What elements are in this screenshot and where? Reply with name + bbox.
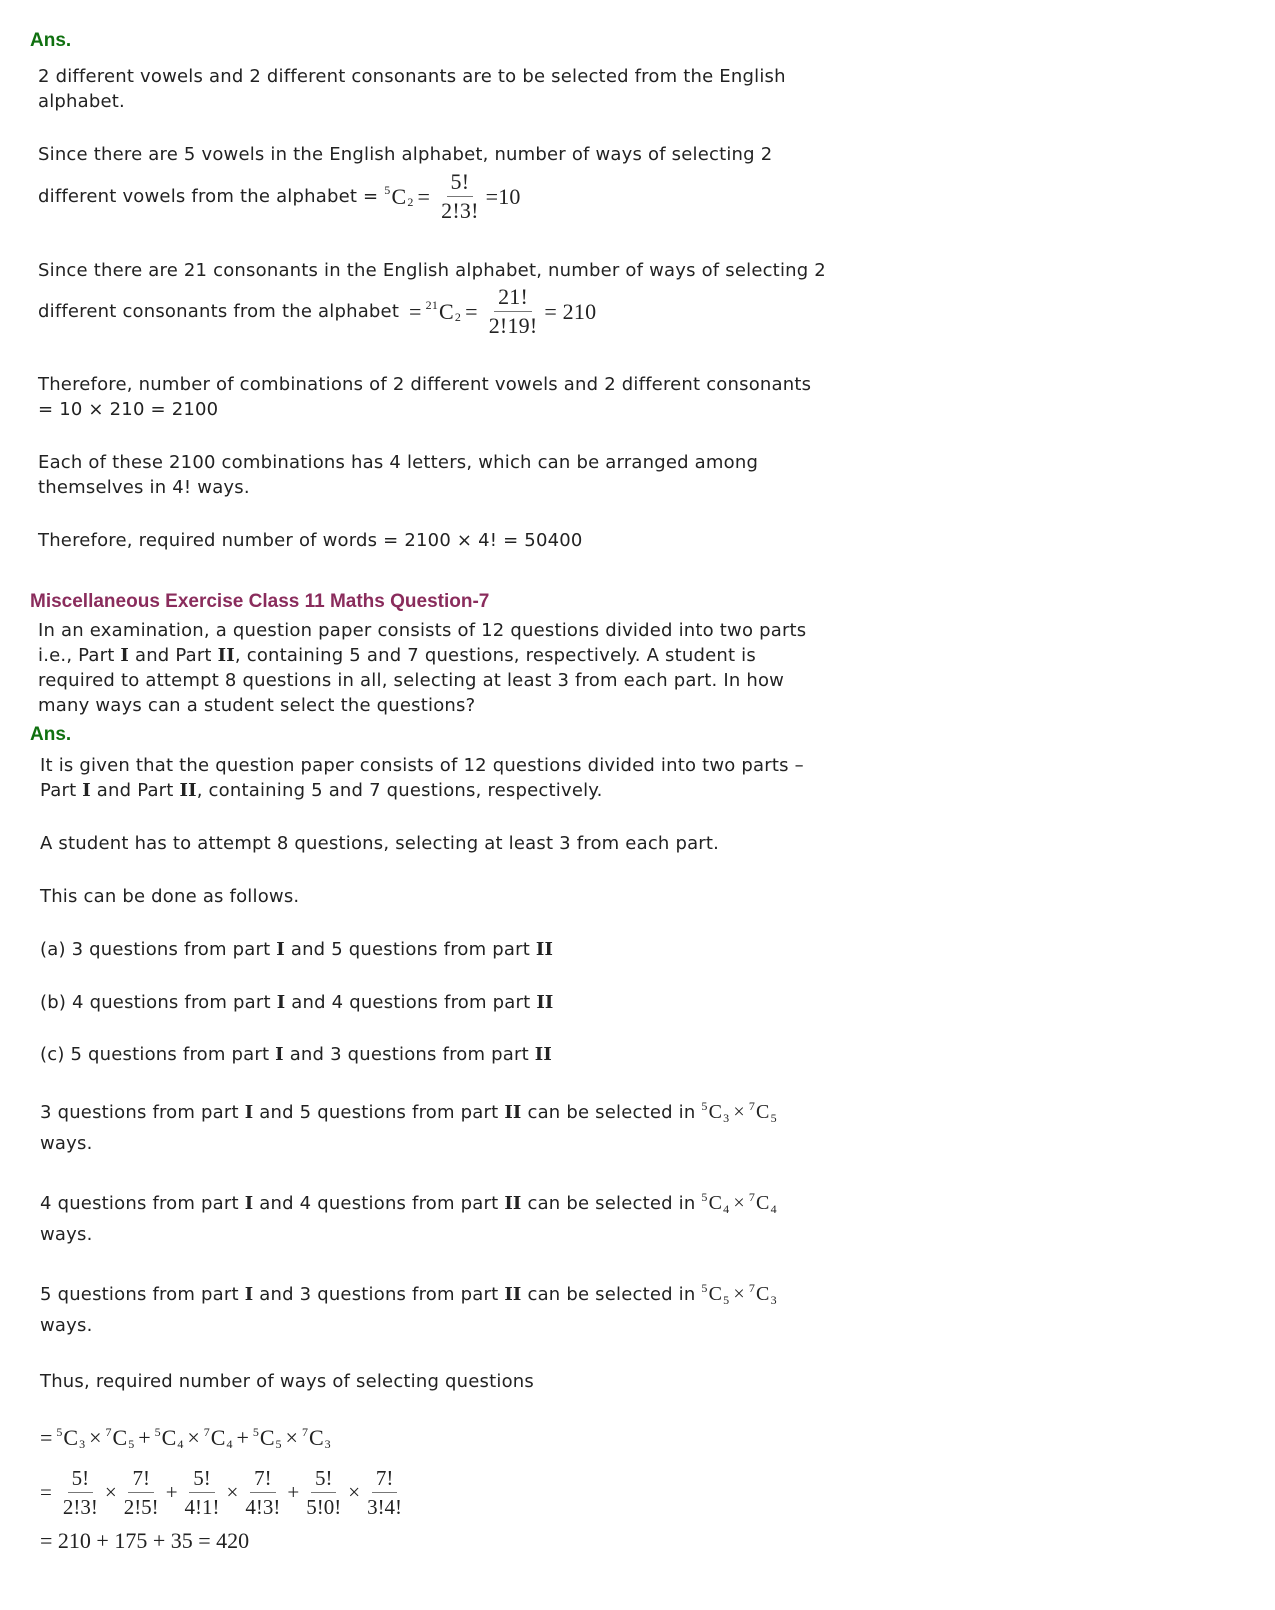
- equals: =: [417, 184, 431, 209]
- combination-formula: [405, 283, 596, 340]
- c-symbol: C: [63, 1425, 79, 1450]
- times: ×: [285, 1425, 298, 1450]
- fraction: [241, 1464, 284, 1521]
- superscript: 5: [701, 1280, 708, 1295]
- roman-numeral: II: [504, 1101, 522, 1123]
- denominator: 5!0!: [306, 1495, 342, 1519]
- plus: +: [138, 1425, 151, 1450]
- text: , containing 5 and 7 questions, respectively. A student is: [234, 645, 756, 666]
- text-line: [38, 643, 806, 668]
- text: (c) 5 questions from part: [40, 1044, 276, 1065]
- times: ×: [226, 1480, 239, 1504]
- denominator: 4!3!: [245, 1495, 281, 1519]
- subscript: 5: [723, 1292, 730, 1307]
- roman-numeral: I: [244, 1283, 254, 1305]
- numerator: 7!: [128, 1464, 154, 1493]
- text-line: ways.: [40, 1224, 93, 1245]
- denominator: 2!19!: [488, 313, 538, 338]
- times: ×: [89, 1425, 102, 1450]
- case-item: [40, 990, 554, 1015]
- c-symbol: C: [708, 1282, 723, 1305]
- denominator: 2!3!: [62, 1495, 98, 1519]
- c-symbol: C: [112, 1425, 128, 1450]
- times: ×: [733, 1100, 745, 1123]
- c-symbol: C: [708, 1100, 723, 1123]
- roman-numeral: II: [534, 1044, 553, 1065]
- numerator: 5!: [311, 1464, 337, 1493]
- text: 4 questions from part: [40, 1192, 245, 1214]
- superscript: 5: [252, 1424, 259, 1439]
- text: Part: [40, 780, 83, 801]
- paragraph: [38, 372, 811, 422]
- paragraph: [38, 64, 786, 114]
- fraction: [485, 283, 542, 340]
- superscript: 5: [701, 1098, 708, 1113]
- paragraph: A student has to attempt 8 questions, selecting at least 3 from each part.: [40, 833, 720, 854]
- subscript: 5: [275, 1436, 282, 1451]
- answer-label: Ans.: [30, 724, 72, 745]
- paragraph: [40, 753, 804, 803]
- paragraph: Thus, required number of ways of selecting questions: [40, 1371, 534, 1392]
- roman-numeral: I: [275, 1044, 284, 1065]
- subscript: 5: [128, 1436, 135, 1451]
- roman-numeral: II: [504, 1283, 522, 1305]
- superscript: 21: [425, 298, 439, 312]
- equals: =: [409, 299, 422, 324]
- times: ×: [348, 1480, 361, 1504]
- times: ×: [187, 1425, 200, 1450]
- superscript: 7: [748, 1098, 756, 1113]
- text-line: Since there are 21 consonants in the English alphabet, number of ways of selecting 2: [38, 260, 826, 281]
- c-symbol: C: [756, 1282, 770, 1305]
- subscript: 4: [770, 1201, 777, 1216]
- text-line: [40, 1279, 777, 1309]
- question-text: [38, 618, 806, 718]
- plus: +: [165, 1480, 178, 1504]
- combination-product: [701, 1282, 776, 1307]
- paragraph: This can be done as follows.: [40, 886, 300, 907]
- case-item: [40, 937, 553, 962]
- c-symbol: C: [161, 1425, 177, 1450]
- text: 3 questions from part: [40, 1101, 245, 1123]
- roman-numeral: II: [535, 939, 554, 960]
- numerator: 21!: [494, 283, 532, 312]
- text: , containing 5 and 7 questions, respectively.: [196, 780, 603, 801]
- numerator: 7!: [372, 1464, 398, 1493]
- fraction: [59, 1464, 102, 1521]
- denominator: 3!4!: [367, 1495, 403, 1519]
- formula-line: [38, 283, 596, 340]
- subscript: 2: [407, 195, 414, 209]
- selection-paragraph: [40, 1279, 777, 1338]
- fraction: [181, 1464, 224, 1521]
- superscript: 7: [748, 1189, 756, 1204]
- numerator: 5!: [447, 168, 474, 197]
- numerator: 5!: [68, 1464, 94, 1493]
- roman-numeral: I: [120, 645, 130, 666]
- subscript: 4: [226, 1436, 233, 1451]
- numerator: 7!: [250, 1464, 276, 1493]
- text-line: ways.: [40, 1315, 93, 1336]
- paragraph: [38, 528, 583, 553]
- combination-product: [701, 1191, 776, 1216]
- roman-numeral: II: [536, 992, 554, 1013]
- text-line: [40, 1097, 777, 1127]
- c-symbol: C: [210, 1425, 226, 1450]
- paragraph: [38, 142, 772, 167]
- superscript: 7: [301, 1424, 308, 1439]
- roman-numeral: II: [217, 645, 235, 666]
- c-symbol: C: [259, 1425, 275, 1450]
- combination-product: [701, 1100, 776, 1125]
- numerator: 5!: [189, 1464, 215, 1493]
- superscript: 7: [105, 1424, 112, 1439]
- text-line: In an examination, a question paper consists of 12 questions divided into two parts: [38, 620, 807, 641]
- times: ×: [733, 1282, 745, 1305]
- text: 5 questions from part: [40, 1283, 245, 1305]
- text-line: alphabet.: [38, 91, 125, 112]
- times: ×: [104, 1480, 117, 1504]
- superscript: 7: [203, 1424, 210, 1439]
- text-line: different vowels from the alphabet =: [38, 186, 385, 207]
- text: and Part: [129, 645, 218, 666]
- fraction-expression: [40, 1464, 409, 1521]
- text-line: Therefore, number of combinations of 2 different vowels and 2 different consonants: [38, 374, 812, 395]
- text-line: ways.: [40, 1133, 93, 1154]
- denominator: 4!1!: [184, 1495, 220, 1519]
- text-line: Since there are 5 vowels in the English alphabet, number of ways of selecting 2: [38, 144, 773, 165]
- result: = 210: [544, 299, 597, 324]
- text: and 4 questions from part: [253, 1192, 505, 1214]
- subscript: 4: [723, 1201, 730, 1216]
- equals: =: [40, 1480, 52, 1504]
- c-symbol: C: [391, 184, 407, 209]
- roman-numeral: II: [179, 780, 197, 801]
- text-line: [40, 778, 804, 803]
- text: (b) 4 questions from part: [40, 992, 277, 1013]
- roman-numeral: I: [244, 1192, 254, 1214]
- subscript: 5: [770, 1110, 777, 1125]
- subscript: 3: [770, 1292, 777, 1307]
- superscript: 7: [748, 1280, 756, 1295]
- question-heading: Miscellaneous Exercise Class 11 Maths Question-7: [30, 591, 490, 612]
- text: i.e., Part: [38, 645, 121, 666]
- superscript: 5: [701, 1189, 708, 1204]
- roman-numeral: I: [244, 1101, 254, 1123]
- times: ×: [733, 1191, 745, 1214]
- c-symbol: C: [308, 1425, 324, 1450]
- text: and 5 questions from part: [253, 1101, 505, 1123]
- text: can be selected in: [521, 1192, 702, 1214]
- plus: +: [236, 1425, 249, 1450]
- superscript: 5: [56, 1424, 63, 1439]
- fraction: [120, 1464, 163, 1521]
- selection-paragraph: [40, 1188, 777, 1247]
- combination-formula: [384, 168, 520, 225]
- subscript: 3: [79, 1436, 86, 1451]
- fraction: [302, 1464, 345, 1521]
- equals: =: [40, 1425, 53, 1450]
- fraction: [363, 1464, 406, 1521]
- text-line: Therefore, required number of words = 2100 × 4! = 50400: [38, 530, 583, 551]
- equals: =: [465, 299, 478, 324]
- text-line: themselves in 4! ways.: [38, 477, 250, 498]
- final-result: = 210 + 175 + 35 = 420: [40, 1528, 250, 1553]
- superscript: 5: [154, 1424, 161, 1439]
- text: and 3 questions from part: [283, 1044, 535, 1065]
- formula-line: [38, 168, 521, 225]
- text-line: [40, 1188, 777, 1218]
- subscript: 3: [723, 1110, 730, 1125]
- denominator: 2!5!: [123, 1495, 159, 1519]
- text: can be selected in: [521, 1283, 702, 1305]
- roman-numeral: II: [504, 1192, 522, 1214]
- text-line: required to attempt 8 questions in all, selecting at least 3 from each part. In how: [38, 670, 785, 691]
- paragraph: [38, 258, 826, 283]
- superscript: 5: [384, 183, 391, 197]
- sum-expression: [40, 1425, 331, 1451]
- text: can be selected in: [521, 1101, 702, 1123]
- text-line: Each of these 2100 combinations has 4 letters, which can be arranged among: [38, 452, 759, 473]
- plus: +: [287, 1480, 300, 1504]
- subscript: 2: [454, 310, 462, 324]
- text-line: many ways can a student select the questions?: [38, 695, 476, 716]
- c-symbol: C: [708, 1191, 723, 1214]
- text-line: 2 different vowels and 2 different consonants are to be selected from the English: [38, 66, 786, 87]
- subscript: 3: [324, 1436, 331, 1451]
- case-item: [40, 1042, 552, 1067]
- denominator: 2!3!: [441, 198, 479, 223]
- text-line: It is given that the question paper consists of 12 questions divided into two parts –: [40, 755, 804, 776]
- text: and 5 questions from part: [284, 939, 536, 960]
- text-line: = 10 × 210 = 2100: [38, 399, 219, 420]
- text: and Part: [90, 780, 180, 801]
- text: (a) 3 questions from part: [40, 939, 277, 960]
- roman-numeral: I: [82, 780, 91, 801]
- text: and 3 questions from part: [253, 1283, 505, 1305]
- text-line: different consonants from the alphabet: [38, 301, 406, 322]
- c-symbol: C: [756, 1191, 770, 1214]
- selection-paragraph: [40, 1097, 777, 1156]
- fraction: [437, 168, 482, 225]
- paragraph: [38, 450, 758, 500]
- result: =10: [485, 184, 521, 209]
- c-symbol: C: [756, 1100, 770, 1123]
- subscript: 4: [177, 1436, 184, 1451]
- roman-numeral: I: [276, 939, 285, 960]
- roman-numeral: I: [276, 992, 286, 1013]
- text: and 4 questions from part: [285, 992, 537, 1013]
- c-symbol: C: [439, 299, 454, 324]
- answer-label: Ans.: [30, 30, 72, 51]
